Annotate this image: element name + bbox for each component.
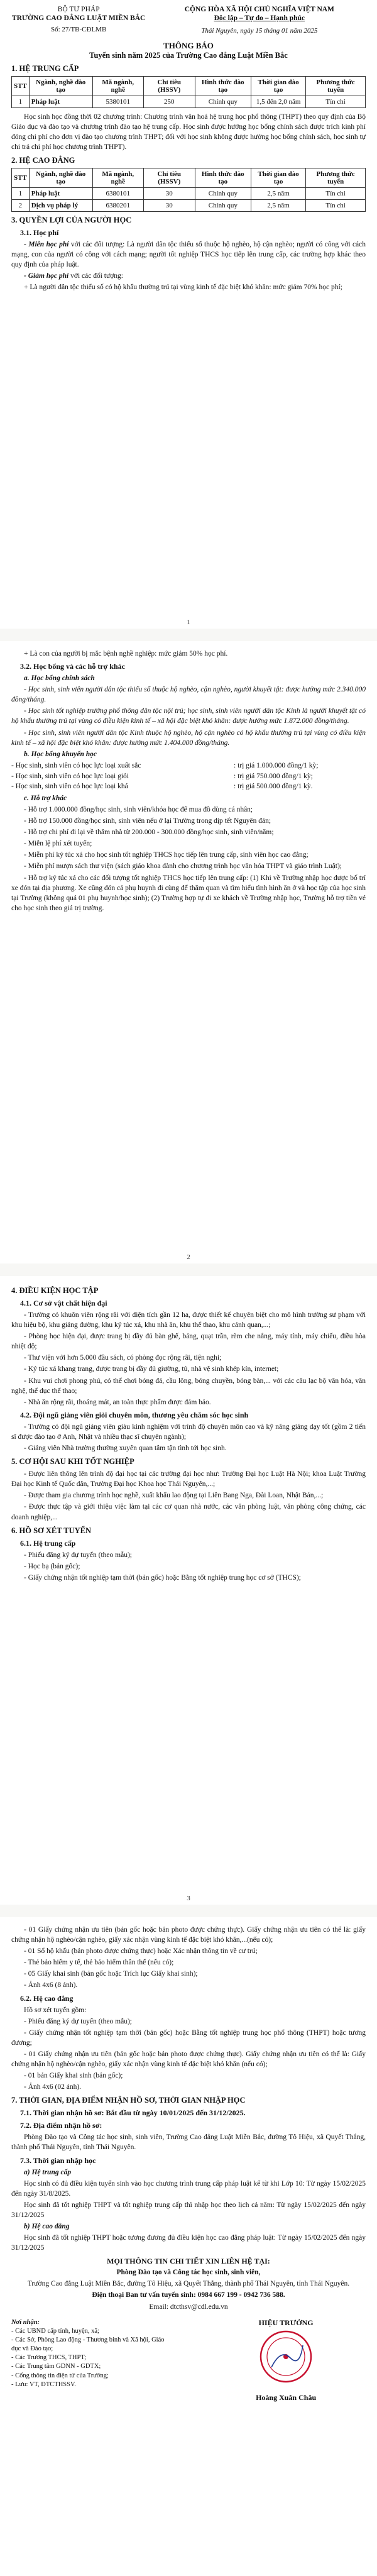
document-number: Số: 27/TB-CĐLMB	[50, 25, 107, 33]
paragraph: - Thẻ bảo hiểm y tế, thẻ bảo hiểm thân thể (nếu có);	[24, 1959, 174, 1967]
subsection-heading: 4.2. Đội ngũ giảng viên giỏi chuyên môn, thương yêu chăm sóc học sinh	[20, 1410, 249, 1419]
paragraph: - Miễn phí mượn sách thư viện (sách giáo khoa dành cho chương trình học văn hóa THPT và giáo trình Luật);	[24, 862, 342, 871]
table-cell: Tín chỉ	[306, 96, 366, 107]
table-cell: 5380101	[92, 96, 143, 107]
table-cell: 2,5 năm	[251, 199, 306, 211]
paragraph: - Trường có đội ngũ giảng viên giàu kinh nghiệm với trình độ chuyên môn cao và kỹ năng giảng dạy tốt (gồm 2 tiến sĩ được đào tạo ở Anh, Nhật và nhiều thạc sĩ chuyên ngành);	[11, 1423, 366, 1441]
table-cell: Pháp luật	[29, 187, 92, 199]
paragraph: - Phiếu đăng ký dự tuyển (theo mẫu);	[24, 1551, 132, 1559]
table-header: Thời gian đào tạo	[251, 168, 306, 187]
scholarship-row	[11, 761, 366, 771]
table-header: Phương thức tuyển	[306, 76, 366, 96]
section-heading: 4. ĐIỀU KIỆN HỌC TẬP	[11, 1286, 99, 1295]
table-row	[12, 96, 366, 107]
nation-name: CỘNG HÒA XÃ HỘI CHỦ NGHĨA VIỆT NAM	[184, 6, 334, 13]
page-4	[0, 1917, 377, 2576]
paragraph: b) Hệ cao đẳng	[24, 2222, 70, 2230]
paragraph: - 05 Giấy khai sinh (bản gốc hoặc Trích lục Giấy khai sinh);	[24, 1970, 198, 1978]
table-cell: 2	[12, 199, 30, 211]
subsection-heading: 3.1. Học phí	[20, 228, 59, 237]
paragraph: - 01 bản Giấy khai sinh (bản gốc);	[24, 2072, 123, 2080]
signer-role: HIỆU TRƯỞNG	[258, 2318, 314, 2327]
inline-text: với các đối tượng:	[68, 272, 123, 280]
paragraph: - Hỗ trợ chi phí đi lại về thăm nhà từ 200.000 - 300.000 đồng/học sinh, sinh viên/năm;	[24, 828, 274, 837]
table-header: STT	[12, 76, 30, 96]
table-row	[12, 187, 366, 199]
recipient-item: - Lưu: VT, ĐTCTHSSV.	[11, 2381, 76, 2388]
paragraph: - Ảnh 4x6 (8 ảnh).	[24, 1981, 78, 1990]
recipient-item: - Cổng thông tin điện tử của Trường;	[11, 2372, 109, 2379]
contact-line: Phòng Đào tạo và Công tác học sinh, sinh viên,	[116, 2269, 261, 2277]
paragraph: - Được tham gia chương trình học nghề, xuất khẩu lao động tại Liên Bang Nga, Đài Loan, Nhật Bản,...;	[24, 1492, 324, 1500]
recipient-item: - Các Trung tâm GDNN - GDTX;	[11, 2363, 101, 2370]
paragraph	[11, 271, 366, 281]
paragraph: - Phòng học hiện đại, được trang bị đầy đủ bàn ghế, bảng, quạt trần, rèm che nắng, máy tính, máy chiếu, điều hòa nhiệt độ;	[11, 1333, 366, 1351]
table-cell: 30	[143, 199, 195, 211]
paragraph: Học sinh đã tốt nghiệp THPT và tốt nghiệp trung cấp thì nhập học theo lịch cả năm: Từ ngày 15/02/2025 đến ngày 31/12/2025	[11, 2201, 366, 2219]
recipient-item: - Các Trường THCS, THPT;	[11, 2354, 87, 2362]
page-number: 2	[187, 1253, 190, 1261]
subsection-heading: 3.2. Học bổng và các hỗ trợ khác	[20, 662, 125, 671]
paragraph: + Là con của người bị mắc bệnh nghề nghiệp: mức giảm 50% học phí.	[24, 650, 228, 658]
section-heading: 3. QUYỀN LỢI CỦA NGƯỜI HỌC	[11, 215, 132, 224]
subsection-heading: 7.3. Thời gian nhập học	[20, 2155, 96, 2165]
inline-text: với các đối tượng: Là người dân tộc thiểu số thuộc hộ nghèo, hộ cận nghèo; người có công với cách mạng, con của người có công với cách mạng; người tốt nghiệp THCS học tiếp lên trung cấp, các trường hợp khác theo quy định của pháp luật.	[11, 240, 366, 269]
section-heading: 6. HỒ SƠ XÉT TUYỂN	[11, 1526, 92, 1535]
table-cell: Chính quy	[195, 199, 251, 211]
page-2	[0, 641, 377, 1263]
table-header: Chỉ tiêu (HSSV)	[143, 76, 195, 96]
paragraph: - Hỗ trợ 150.000 đồng/học sinh, sinh viên nếu ở lại Trường trong dịp tết Nguyên đán;	[24, 817, 271, 825]
paragraph: - Ảnh 4x6 (02 ảnh).	[24, 2083, 82, 2091]
page-1	[0, 0, 377, 629]
school-name: TRƯỜNG CAO ĐẲNG LUẬT MIỀN BẮC	[11, 14, 146, 23]
signer-name: Hoàng Xuân Châu	[256, 2392, 317, 2402]
paragraph: - Giấy chứng nhận tốt nghiệp tạm thời (bản gốc) hoặc Bằng tốt nghiệp trung học cơ sở (THCS);	[24, 1573, 301, 1582]
paragraph: - Giảng viên Nhà trường thường xuyên quan tâm tận tình tới học sinh.	[24, 1445, 227, 1453]
paragraph: a) Hệ trung cấp	[24, 2168, 72, 2176]
paragraph: - Học bạ (bản gốc);	[24, 1562, 80, 1570]
page-number: 3	[187, 1895, 190, 1902]
paragraph: - Trường có khuôn viên rộng rãi với diện tích gần 12 ha, được thiết kế chuyên biệt cho mô hình trường sư phạm với khu hiệu bộ, khu giảng đường, khu ký túc xá, khu nhà ăn, khu thể thao, khu cảnh quan,...;	[11, 1311, 366, 1329]
paragraph: Học sinh có đủ điều kiện tuyển sinh vào học chương trình trung cấp pháp luật kể từ khi Lớp 10: Từ ngày 15/02/2025 đến ngày 31/8/2025.	[11, 2179, 366, 2198]
scholarship-value: : trị giá 1.000.000 đồng/1 kỳ;	[234, 761, 319, 769]
document-header	[11, 0, 366, 36]
paragraph: Phòng Đào tạo và Công tác học sinh, sinh viên, Trường Cao đẳng Luật Miền Bắc, đường Tô Hiệu, xã Quyết Thắng, thành phố Thái Nguyên, tỉnh Thái Nguyên.	[11, 2133, 366, 2152]
section-heading: 5. CƠ HỘI SAU KHI TỐT NGHIỆP	[11, 1457, 134, 1467]
paragraph: - Học sinh, sinh viên người dân tộc Kinh thuộc hộ nghèo, hộ cận nghèo có hộ khẩu thường trú tại vùng có điều kiện kinh tế – xã hội đặc biệt khó khăn: được hưởng mức 1.404.000 đồng/tháng.	[11, 729, 366, 747]
subsection-heading: 6.1. Hệ trung cấp	[20, 1538, 76, 1548]
table-header: Mã ngành, nghề	[92, 168, 143, 187]
title-line-1: THÔNG BÁO	[163, 40, 214, 50]
table-cell: 1,5 đến 2,0 năm	[251, 96, 306, 107]
paragraph: - Hỗ trợ 1.000.000 đồng/học sinh, sinh viên/khóa học để mua đồ dùng cá nhân;	[24, 805, 253, 813]
scholarship-row	[11, 781, 366, 792]
college-program-table	[11, 168, 366, 212]
subsection-heading: 6.2. Hệ cao đẳng	[20, 1993, 74, 2003]
date-line: Thái Nguyên, ngày 15 tháng 01 năm 2025	[201, 26, 318, 35]
paragraph: Học sinh đã tốt nghiệp THPT hoặc tương đương đủ điều kiện học cao đẳng pháp luật: Từ ngày 15/02/2025 đến ngày 31/12/2025	[11, 2234, 366, 2252]
table-cell: Tín chỉ	[306, 199, 366, 211]
paragraph: + Là người dân tộc thiểu số có hộ khẩu thường trú tại vùng kinh tế đặc biệt khó khăn: mức giảm 70% học phí;	[24, 283, 342, 292]
table-cell: Dịch vụ pháp lý	[29, 199, 92, 211]
inline-label: - Miễn học phí	[24, 240, 69, 248]
scholarship-row	[11, 771, 366, 782]
section-heading: 7. THỜI GIAN, ĐỊA ĐIỂM NHẬN HỒ SƠ, THỜI GIAN NHẬP HỌC	[11, 2096, 246, 2105]
table-header: Ngành, nghề đào tạo	[29, 168, 92, 187]
subsection-heading: 4.1. Cơ sở vật chất hiện đại	[20, 1299, 107, 1307]
table-cell: 6380201	[92, 199, 143, 211]
contact-heading: MỌI THÔNG TIN CHI TIẾT XIN LIÊN HỆ TẠI:	[107, 2257, 270, 2266]
table-header: Thời gian đào tạo	[251, 76, 306, 96]
paragraph: b. Học bổng khuyến học	[24, 750, 97, 758]
scholarship-value: : trị giá 500.000 đồng/1 kỳ.	[234, 783, 313, 791]
contact-email: Email: dtcthsv@cdl.edu.vn	[149, 2303, 228, 2311]
recipients-block	[11, 2318, 171, 2406]
recipient-item: - Các Sở, Phòng Lao động - Thương binh và Xã hội, Giáo dục và Đào tạo;	[11, 2336, 165, 2353]
table-cell: 30	[143, 187, 195, 199]
signature-area	[11, 2318, 366, 2406]
paragraph: - Phiếu đăng ký dự tuyển (theo mẫu);	[24, 2017, 132, 2025]
scholarship-value: : trị giá 750.000 đồng/1 kỳ;	[234, 772, 313, 780]
ministry-name: BỘ TƯ PHÁP	[57, 6, 100, 13]
table-cell: 1	[12, 187, 30, 199]
paragraph: - Miễn lệ phí xét tuyển;	[24, 840, 92, 848]
table-header: Hình thức đào tạo	[195, 76, 251, 96]
subsection-heading: 7.1. Thời gian nhận hồ sơ: Bắt đầu từ ngày 10/01/2025 đến 31/12/2025.	[20, 2108, 246, 2118]
subsection-heading: 7.2. Địa điểm nhận hồ sơ:	[20, 2121, 102, 2130]
paragraph: - Nhà ăn rộng rãi, thoáng mát, an toàn thực phẩm được đảm bảo.	[24, 1398, 211, 1406]
contact-phone: Điện thoại Ban tư vấn tuyển sinh: 0984 667 199 - 0942 736 588.	[92, 2291, 285, 2299]
section-heading: 2. HỆ CAO ĐẲNG	[11, 155, 75, 165]
national-block	[153, 5, 366, 36]
scholarship-label: - Học sinh, sinh viên có học lực loại xuất sắc	[11, 761, 141, 769]
table-header: Ngành, nghề đào tạo	[29, 76, 92, 96]
signature-block	[206, 2318, 366, 2406]
paragraph: Học sinh học đồng thời 02 chương trình: Chương trình văn hoá hệ trung học phổ thông (THPT) theo quy định của Bộ Giáo dục và đào tạo và chương trình đào tạo hệ trung cấp. Học sinh được hưởng học bổng chính sách được trích kinh phí đóng chi phí cho đơn vị đào tạo chương trình THPT; đối với học sinh không được hưởng học bổng chính sách, học sinh tự chi trả chi phí học chương trình THPT).	[11, 113, 366, 151]
paragraph: - 01 Giấy chứng nhận ưu tiên (bản gốc hoặc bản photo được chứng thực). Giấy chứng nhận ưu tiên có thể là: giấy chứng nhận hộ nghèo/cận nghèo, giấy xác nhận vùng kinh tế đặc biệt khó khăn,...(nếu có);	[11, 1926, 366, 1944]
table-header: Mã ngành, nghề	[92, 76, 143, 96]
table-cell: Chính quy	[195, 96, 251, 107]
table-cell: Pháp luật	[29, 96, 92, 107]
contact-block	[11, 2257, 366, 2311]
recipients-label: Nơi nhận:	[11, 2318, 40, 2326]
paragraph: - Giấy chứng nhận tốt nghiệp tạm thời (bản gốc) hoặc Bằng tốt nghiệp trung học phổ thông (THPT) hoặc tương đương;	[11, 2028, 366, 2047]
official-stamp-icon	[259, 2330, 313, 2384]
paragraph: - Học sinh, sinh viên người dân tộc thiểu số thuộc hộ nghèo, cận nghèo, người khuyết tật: được hưởng mức 2.340.000 đồng/tháng.	[11, 686, 366, 704]
table-header: Chỉ tiêu (HSSV)	[143, 168, 195, 187]
paragraph: - Được thực tập và giới thiệu việc làm tại các cơ quan nhà nước, các văn phòng luật, văn phòng công chứng, các doanh nghiệp,...	[11, 1503, 366, 1521]
paragraph: - Thư viện với hơn 5.000 đầu sách, có phòng đọc rộng rãi, tiện nghi;	[24, 1354, 222, 1362]
paragraph: - 01 Giấy chứng nhận ưu tiên (bản gốc hoặc bản photo được chứng thực). Giấy chứng nhận ưu tiên có thể là: Giấy chứng nhận hộ nghèo/cận nghèo, giấy xác nhận vùng kinh tế đặc biệt khó khăn (nếu có);	[11, 2050, 366, 2069]
table-cell: Tín chỉ	[306, 187, 366, 199]
paragraph: - Ký túc xá khang trang, được trang bị đầy đủ giường, tủ, nhà vệ sinh khép kín, internet;	[24, 1365, 279, 1373]
paragraph: - Hỗ trợ ký túc xá cho các đối tượng tốt nghiệp THCS học tiếp lên trung cấp: (1) Khi về Trường nhập học được bố trí xe đón tại địa phương. Xe cũng đón cả phụ huynh đi cùng để thăm quan và tìm hiểu tình hình ăn ở và học tập của học sinh tại Trường (không quá 01 phụ huynh/học sinh); (2) Trường hợp tự đi xe khách về Trường nhập học, Trường hỗ trợ tiền vé cho học sinh theo giá trị trường.	[11, 874, 366, 912]
paragraph: c. Hỗ trợ khác	[24, 794, 67, 802]
paragraph: - Khu vui chơi phong phú, có thể chơi bóng đá, cầu lông, bóng chuyền, bóng bàn,... với các câu lạc bộ văn hóa, văn nghệ, thể dục thể thao;	[11, 1377, 366, 1395]
national-motto: Độc lập – Tự do – Hạnh phúc	[214, 14, 305, 23]
paragraph	[11, 239, 366, 270]
table-header: STT	[12, 168, 30, 187]
paragraph: a. Học bổng chính sách	[24, 674, 95, 683]
table-cell: 1	[12, 96, 30, 107]
scholarship-label: - Học sinh, sinh viên có học lực loại giỏi	[11, 772, 129, 780]
section-heading: 1. HỆ TRUNG CẤP	[11, 63, 79, 73]
intermediate-program-table	[11, 76, 366, 108]
page-number: 1	[187, 619, 190, 626]
table-header: Hình thức đào tạo	[195, 168, 251, 187]
inline-label: - Giảm học phí	[24, 272, 69, 280]
table-row	[12, 199, 366, 211]
paragraph: - 01 Sổ hộ khẩu (bản photo được chứng thực) hoặc Xác nhận thông tin về cư trú;	[24, 1947, 258, 1956]
table-cell: 2,5 năm	[251, 187, 306, 199]
paragraph: - Được liên thông lên trình độ đại học tại các trường đại học như: Trường Đại học Luật Hà Nội; khoa Luật Trường Đại học Kinh tế Quốc dân, Trường Đại học Khoa học Thái Nguyên,...;	[11, 1470, 366, 1489]
paragraph: Hồ sơ xét tuyển gồm:	[24, 2006, 87, 2014]
table-cell: 6380101	[92, 187, 143, 199]
issuer-block	[11, 5, 146, 36]
paragraph: - Học sinh tốt nghiệp trường phổ thông dân tộc nội trú; học sinh, sinh viên người dân tộc Kinh là người khuyết tật có hộ khẩu thường trú tại vùng có điều kiện kinh tế – xã hội đặc biệt khó khăn: được hưởng mức 1.872.000 đồng/tháng.	[11, 707, 366, 725]
document-title	[11, 41, 366, 60]
recipient-item: - Các UBND cấp tỉnh, huyện, xã;	[11, 2327, 99, 2335]
table-cell: 250	[143, 96, 195, 107]
paragraph: - Miễn phí ký túc xá cho học sinh tốt nghiệp THCS học tiếp lên trung cấp, sinh viên học cao đẳng;	[24, 851, 309, 859]
table-cell: Chính quy	[195, 187, 251, 199]
contact-line: Trường Cao đẳng Luật Miền Bắc, đường Tô Hiệu, xã Quyết Thắng, thành phố Thái Nguyên, tỉnh Thái Nguyên.	[27, 2280, 350, 2288]
table-header: Phương thức tuyển	[306, 168, 366, 187]
title-line-2: Tuyển sinh năm 2025 của Trường Cao đẳng Luật Miền Bắc	[89, 50, 288, 60]
scholarship-label: - Học sinh, sinh viên có học lực loại khá	[11, 783, 128, 791]
page-3	[0, 1276, 377, 1905]
